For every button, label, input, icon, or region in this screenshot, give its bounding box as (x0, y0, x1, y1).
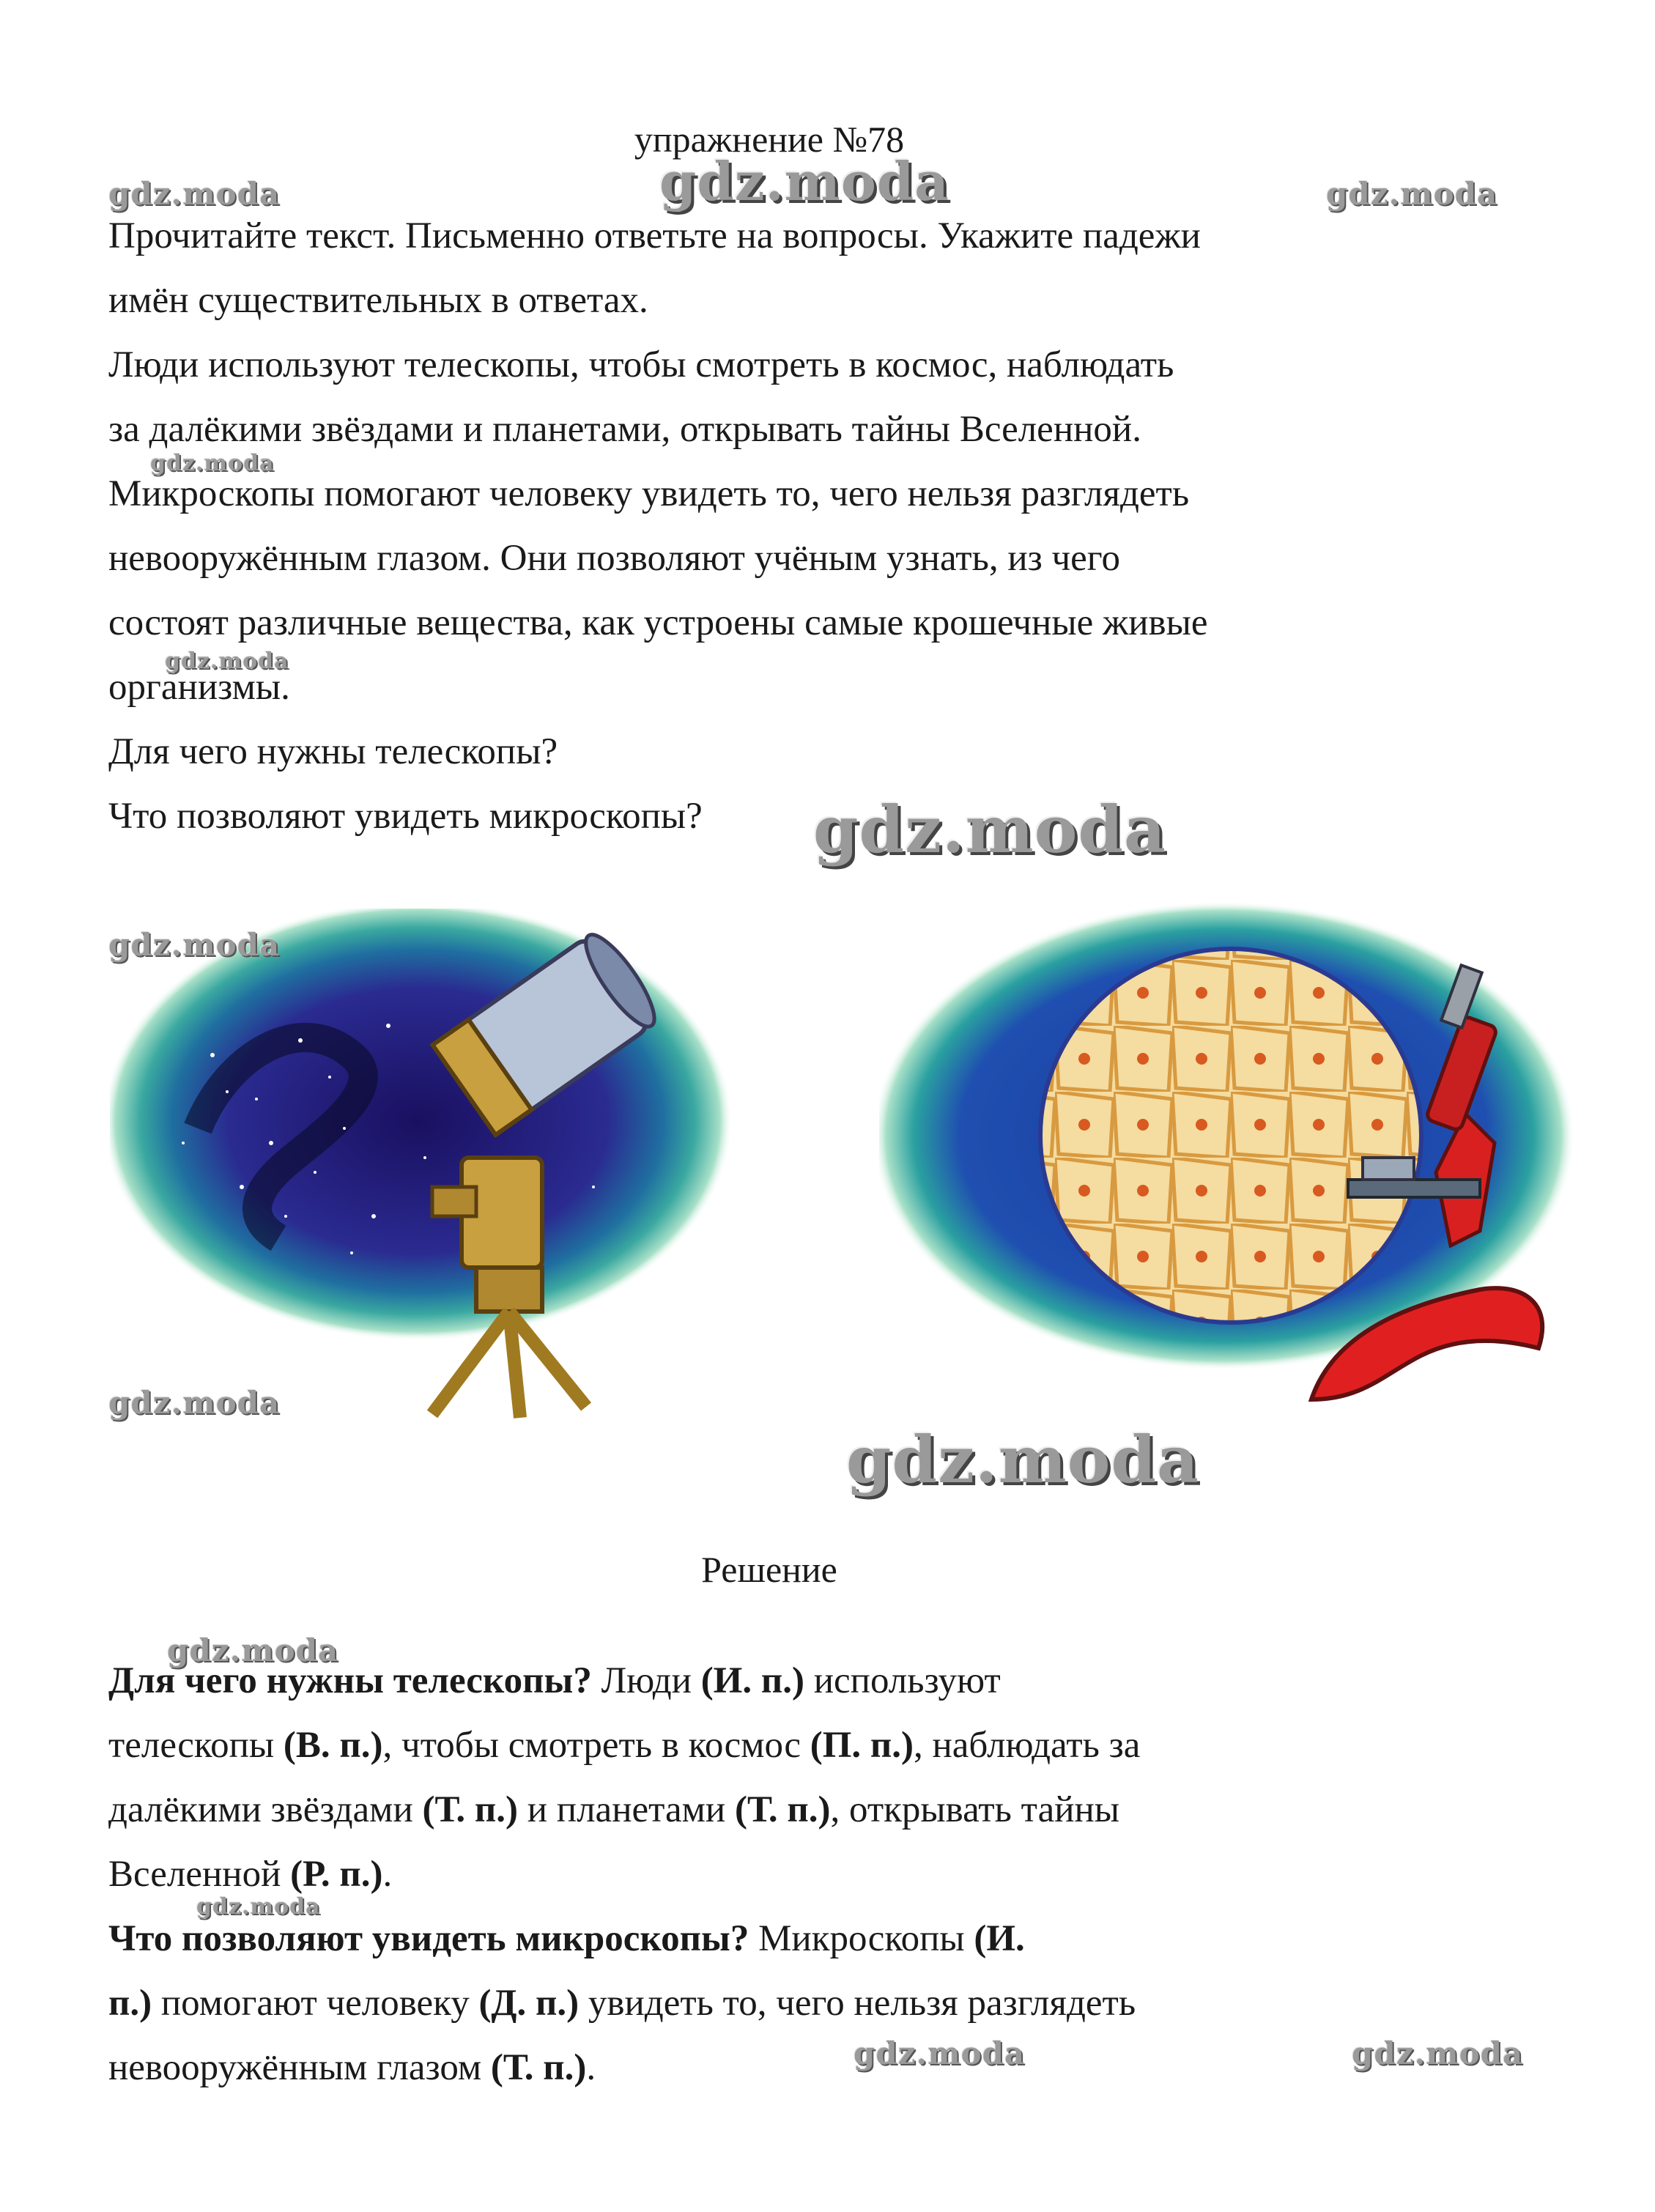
answer-text: . (382, 1854, 393, 1895)
task-line-2: имён существительных в ответах. (108, 280, 648, 321)
case-label: (И. (974, 1918, 1025, 1959)
answer-text: увидеть то, чего нельзя разглядеть (579, 1983, 1136, 2024)
answer-text: далёкими звёздами (108, 1789, 423, 1830)
answer-text: , чтобы смотреть в космос (382, 1725, 810, 1766)
answer-1-line-2 (108, 1713, 1544, 1778)
text-line-4: за далёкими звёздами и планетами, открывать тайны Вселенной. (108, 409, 1141, 450)
watermark: gdz.moda (196, 1894, 321, 1920)
answer-text: . (586, 2047, 596, 2088)
answer-2-line-3 (108, 2035, 1544, 2100)
answer-2-line-2 (108, 1971, 1544, 2035)
answer-text: невооружённым глазом (108, 2047, 491, 2088)
answer-2-question: Что позволяют увидеть микроскопы? (108, 1918, 749, 1959)
watermark: gdz.moda (1352, 2035, 1524, 2071)
answer-1-line-4 (108, 1842, 1544, 1906)
case-label: (Т. п.) (734, 1789, 831, 1830)
answer-text: Люди (591, 1660, 701, 1701)
exercise-title: упражнение №78 (634, 119, 905, 160)
microscope-illustration (879, 894, 1597, 1421)
watermark: gdz.moda (165, 648, 289, 674)
solution-title: Решение (701, 1549, 837, 1590)
answer-text: Вселенной (108, 1854, 291, 1895)
text-line-3: Люди используют телескопы, чтобы смотреть в космос, наблюдать (108, 344, 1174, 385)
answer-text: , наблюдать за (914, 1725, 1141, 1766)
watermark: gdz.moda (813, 791, 1167, 868)
text-line-5: Микроскопы помогают человеку увидеть то, чего нельзя разглядеть (108, 473, 1190, 514)
answer-text: Микроскопы (749, 1918, 974, 1959)
watermark: gdz.moda (167, 1632, 339, 1668)
case-label: п.) (108, 1983, 152, 2024)
watermark: gdz.moda (108, 176, 281, 212)
text-line-7: состоят различные вещества, как устроены самые крошечные живые (108, 602, 1208, 643)
text-line-6: невооружённым глазом. Они позволяют учёным узнать, из чего (108, 538, 1120, 579)
watermark: gdz.moda (659, 150, 949, 212)
answer-text: , открывать тайны (830, 1789, 1120, 1830)
watermark: gdz.moda (108, 1385, 281, 1421)
text-line-8: организмы. (108, 667, 290, 708)
watermark: gdz.moda (1326, 176, 1498, 212)
case-label: (Д. п.) (478, 1983, 580, 2024)
case-label: (В. п.) (283, 1725, 383, 1766)
answer-text: телескопы (108, 1725, 284, 1766)
task-line-1: Прочитайте текст. Письменно ответьте на вопросы. Укажите падежи (108, 215, 1201, 256)
answer-1-line-3 (108, 1778, 1544, 1842)
telescope-illustration (110, 909, 755, 1421)
watermark: gdz.moda (150, 451, 275, 476)
answer-text: помогают человеку (152, 1983, 479, 2024)
case-label: (И. п.) (700, 1660, 804, 1701)
watermark: gdz.moda (846, 1421, 1200, 1498)
answer-text: и планетами (518, 1789, 735, 1830)
answer-1-question: Для чего нужны телескопы? (108, 1660, 592, 1701)
case-label: (Т. п.) (490, 2047, 587, 2088)
case-label: (Т. п.) (422, 1789, 519, 1830)
watermark: gdz.moda (854, 2035, 1026, 2071)
watermark: gdz.moda (108, 927, 281, 963)
case-label: (Р. п.) (290, 1854, 383, 1895)
case-label: (П. п.) (810, 1725, 914, 1766)
question-1: Для чего нужны телескопы? (108, 731, 558, 772)
answer-text: используют (804, 1660, 1001, 1701)
answer-2-line-1 (108, 1906, 1544, 1971)
question-2: Что позволяют увидеть микроскопы? (108, 796, 703, 837)
